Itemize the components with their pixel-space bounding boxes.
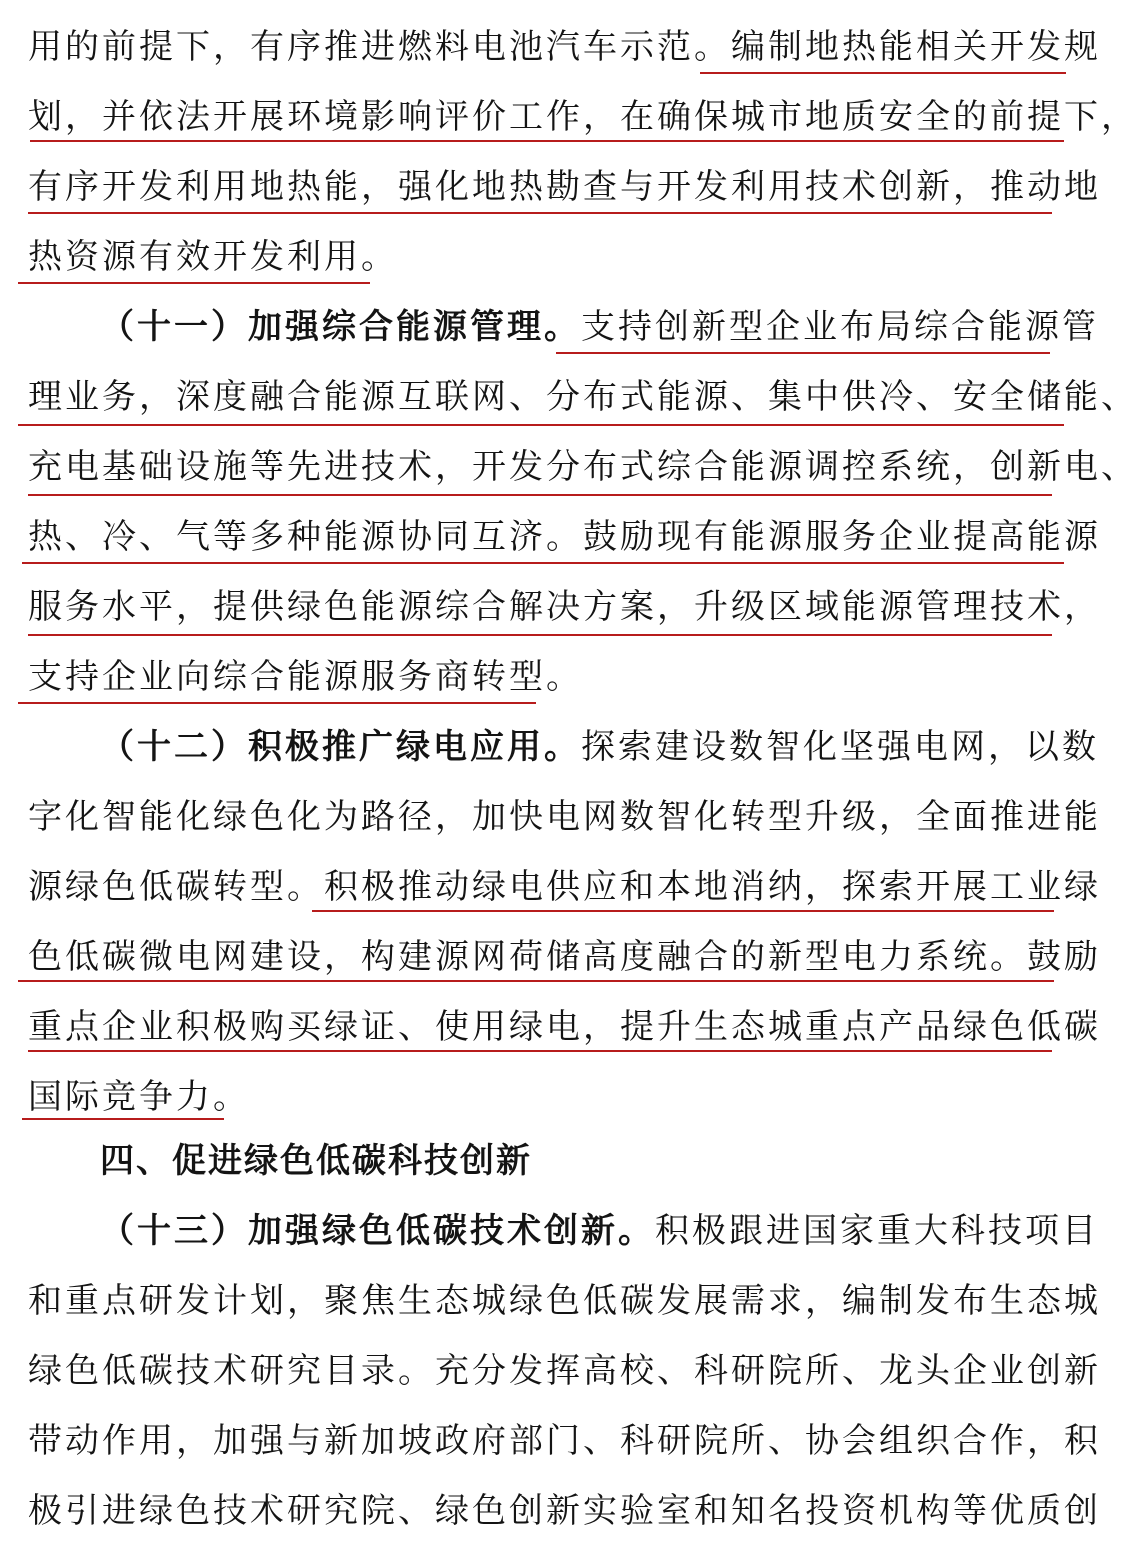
paragraph-heading-13: （十三）加强绿色低碳技术创新。: [100, 1211, 655, 1251]
red-underline: [28, 212, 1052, 214]
text-line: 色低碳微电网建设，构建源网荷储高度融合的新型电力系统。鼓励: [28, 937, 1101, 977]
paragraph-heading-12: （十二）积极推广绿电应用。: [100, 727, 581, 767]
text-line: 支持企业向综合能源服务商转型。: [28, 657, 583, 697]
text-line: 国际竞争力。: [28, 1077, 250, 1117]
text-line: 划，并依法开展环境影响评价工作，在确保城市地质安全的前提下，: [28, 97, 1138, 137]
text-line: 绿色低碳技术研究目录。充分发挥高校、科研院所、龙头企业创新: [28, 1351, 1101, 1391]
red-underline: [18, 702, 536, 704]
text-line-tail: 管: [1062, 307, 1099, 347]
red-underline: [312, 910, 1054, 912]
paragraph-13-text: 积极跟进国家重大科技项: [655, 1211, 1062, 1251]
text-line: 极引进绿色技术研究院、绿色创新实验室和知名投资机构等优质创: [28, 1491, 1101, 1531]
red-underline: [28, 1050, 1052, 1052]
text-line: 热、冷、气等多种能源协同互济。鼓励现有能源服务企业提高能源: [28, 517, 1101, 557]
text-line: 源绿色低碳转型。积极推动绿电供应和本地消纳，探索开展工业绿: [28, 867, 1101, 907]
paragraph-12-text: 探索建设数智化坚强电网，以: [581, 727, 1062, 767]
red-underline: [28, 494, 1052, 496]
red-underline: [556, 352, 1050, 354]
red-underline: [28, 634, 1052, 636]
text-line: 有序开发利用地热能，强化地热勘查与开发利用技术创新，推动地: [28, 167, 1101, 207]
text-line-tail: 数: [1062, 727, 1099, 767]
text-line: 用的前提下，有序推进燃料电池汽车示范。编制地热能相关开发规: [28, 27, 1101, 67]
text-line-tail: 目: [1062, 1211, 1099, 1251]
paragraph-11-text: 支持创新型企业布局综合能源: [581, 307, 1062, 347]
text-line: 服务水平，提供绿色能源综合解决方案，升级区域能源管理技术，: [28, 587, 1101, 627]
text-line: 和重点研发计划，聚焦生态城绿色低碳发展需求，编制发布生态城: [28, 1281, 1101, 1321]
text-line: 充电基础设施等先进技术，开发分布式综合能源调控系统，创新电、: [28, 447, 1138, 487]
red-underline: [18, 282, 370, 284]
text-line: 带动作用，加强与新加坡政府部门、科研院所、协会组织合作，积: [28, 1421, 1101, 1461]
red-underline: [18, 424, 1064, 426]
text-line: 字化智能化绿色化为路径，加快电网数智化转型升级，全面推进能: [28, 797, 1101, 837]
paragraph-13-first-line: [100, 1196, 1099, 1266]
text-line: 理业务，深度融合能源互联网、分布式能源、集中供冷、安全储能、: [28, 377, 1138, 417]
red-underline: [22, 1118, 224, 1120]
paragraph-heading-11: （十一）加强综合能源管理。: [100, 307, 581, 347]
section-heading: 四、促进绿色低碳科技创新: [100, 1141, 532, 1181]
text-line: 重点企业积极购买绿证、使用绿电，提升生态城重点产品绿色低碳: [28, 1007, 1101, 1047]
paragraph-12-first-line: [100, 712, 1099, 782]
red-underline: [22, 562, 1064, 564]
red-underline: [18, 980, 1054, 982]
red-underline: [30, 140, 1064, 142]
red-underline: [700, 72, 1066, 74]
text-line: 热资源有效开发利用。: [28, 237, 398, 277]
